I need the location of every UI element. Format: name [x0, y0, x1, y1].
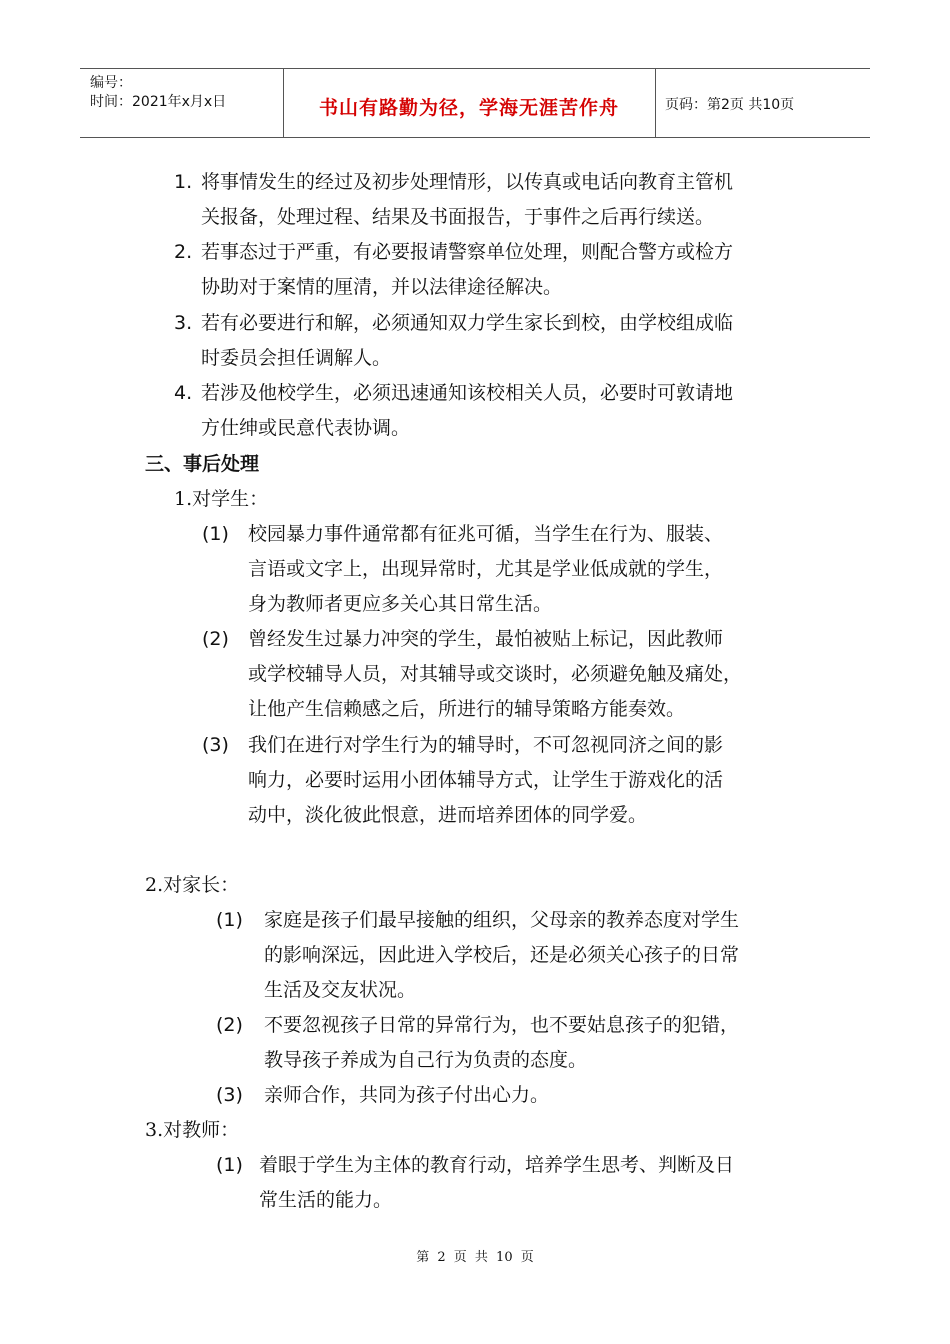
- page-footer: 第 2 页 共 10 页: [416, 1250, 534, 1265]
- sub-item-text-line: 的影响深远，因此进入学校后，还是必须关心孩子的日常: [264, 944, 740, 966]
- page-header: [80, 68, 870, 138]
- sub-item-text-line: 家庭是孩子们最早接触的组织，父母亲的教养态度对学生: [264, 909, 740, 931]
- sub-item-text-line: 让他产生信赖感之后，所进行的辅导策略方能奏效。: [248, 698, 686, 720]
- sub-item-text-line: 亲师合作，共同为孩子付出心力。: [264, 1084, 550, 1106]
- header-motto: 书山有路勤为径，学海无涯苦作舟: [318, 97, 619, 119]
- item-number: 4.: [174, 382, 193, 404]
- subsection-heading-parents: 2.对家长：: [145, 874, 240, 896]
- item-number: 2.: [174, 241, 193, 263]
- sub-item-number: (1): [216, 1154, 243, 1176]
- sub-item-text-line: 响力，必要时运用小团体辅导方式，让学生于游戏化的活: [248, 769, 724, 791]
- item-text-line: 若有必要进行和解，必须通知双力学生家长到校，由学校组成临: [201, 312, 734, 334]
- header-page-cell: [655, 69, 870, 137]
- sub-item-text-line: 身为教师者更应多关心其日常生活。: [248, 593, 553, 615]
- sub-item-text-line: 教导孩子养成为自己行为负责的态度。: [264, 1049, 588, 1071]
- sub-item-text-line: 或学校辅导人员，对其辅导或交谈时，必须避免触及痛处，: [248, 663, 743, 685]
- sub-item-number: (3): [202, 734, 229, 756]
- item-text-line: 时委员会担任调解人。: [201, 347, 392, 369]
- header-motto-cell: [283, 69, 656, 137]
- sub-item-text-line: 曾经发生过暴力冲突的学生，最怕被贴上标记，因此教师: [248, 628, 724, 650]
- section-title: 三、事后处理: [145, 453, 260, 475]
- item-text-line: 方仕绅或民意代表协调。: [201, 417, 411, 439]
- sub-item-text-line: 不要忽视孩子日常的异常行为，也不要姑息孩子的犯错，: [264, 1014, 740, 1036]
- sub-item-number: (2): [202, 628, 229, 650]
- sub-item-text-line: 校园暴力事件通常都有征兆可循，当学生在行为、服装、: [248, 523, 724, 545]
- document-number-label: 编号：: [90, 75, 132, 91]
- item-text-line: 将事情发生的经过及初步处理情形，以传真或电话向教育主管机: [201, 171, 734, 193]
- sub-item-number: (1): [202, 523, 229, 545]
- sub-item-text-line: 言语或文字上，出现异常时，尤其是学业低成就的学生，: [248, 558, 724, 580]
- item-text-line: 若涉及他校学生，必须迅速通知该校相关人员，必要时可敦请地: [201, 382, 734, 404]
- sub-item-number: (3): [216, 1084, 243, 1106]
- sub-item-text-line: 生活及交友状况。: [264, 979, 417, 1001]
- sub-item-number: (1): [216, 909, 243, 931]
- header-page-label: 页码：第2页 共10页: [665, 97, 795, 113]
- sub-item-text-line: 常生活的能力。: [259, 1189, 393, 1211]
- item-number: 3.: [174, 312, 193, 334]
- subsection-heading-students: 1.对学生：: [174, 488, 269, 510]
- item-number: 1.: [174, 171, 193, 193]
- item-text-line: 若事态过于严重，有必要报请警察单位处理，则配合警方或检方: [201, 241, 734, 263]
- item-text-line: 关报备，处理过程、结果及书面报告，于事件之后再行续送。: [201, 206, 715, 228]
- header-info-cell: [80, 69, 284, 137]
- item-text-line: 协助对于案情的厘清，并以法律途径解决。: [201, 276, 563, 298]
- subsection-heading-teachers: 3.对教师：: [145, 1119, 240, 1141]
- sub-item-text-line: 我们在进行对学生行为的辅导时，不可忽视同济之间的影: [248, 734, 724, 756]
- sub-item-text-line: 着眼于学生为主体的教育行动，培养学生思考、判断及日: [259, 1154, 735, 1176]
- sub-item-number: (2): [216, 1014, 243, 1036]
- document-time-label: 时间：2021年x月x日: [90, 94, 227, 110]
- sub-item-text-line: 动中，淡化彼此恨意，进而培养团体的同学爱。: [248, 804, 648, 826]
